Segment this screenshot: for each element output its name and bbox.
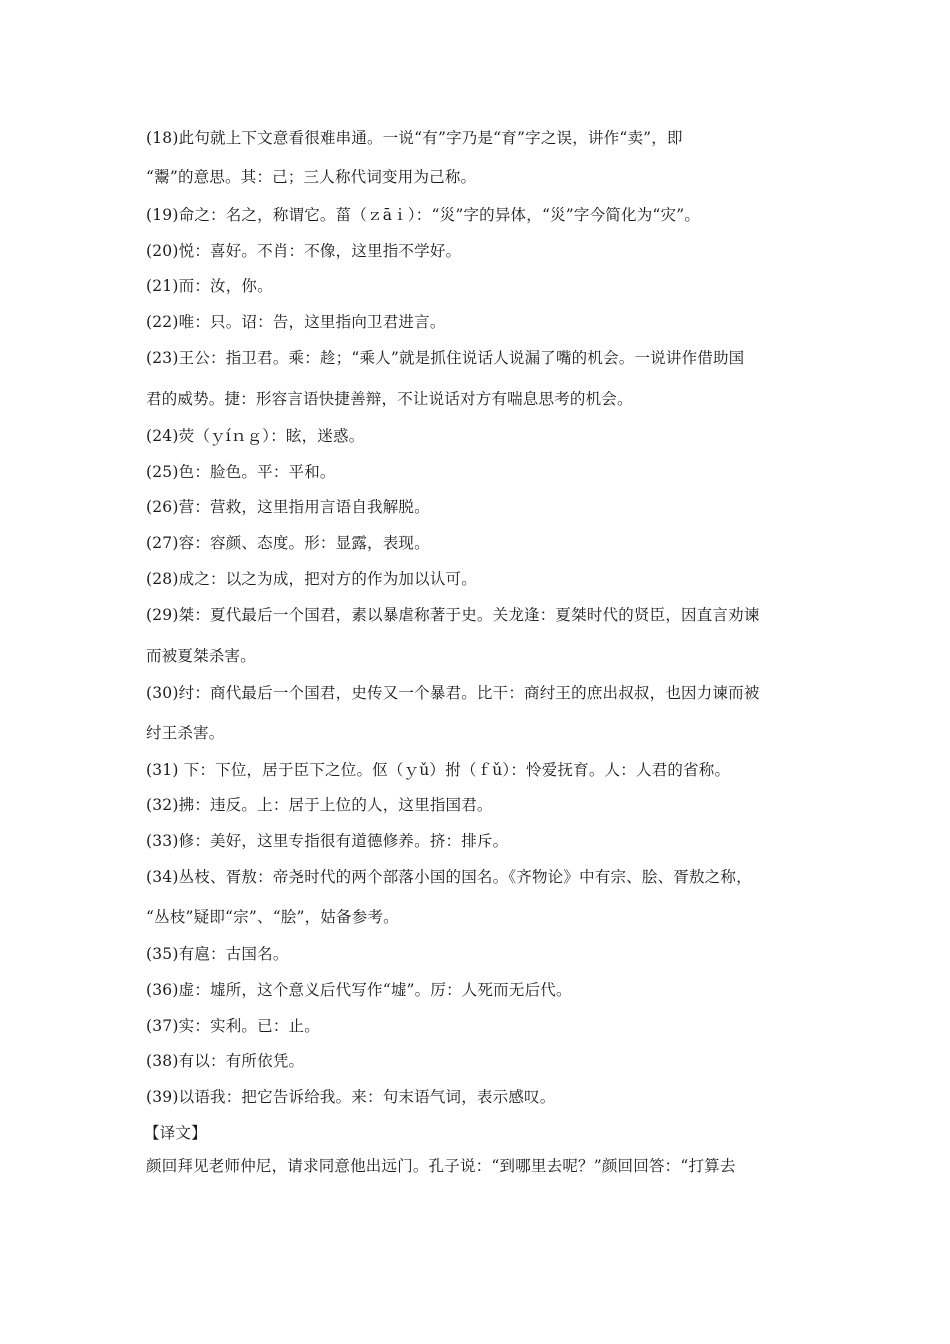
note-33: (33)修：美好，这里专指很有道德修养。挤：排斥。 [146, 832, 509, 850]
note-27: (27)容：容颜、态度。形：显露，表现。 [146, 534, 430, 552]
note-39: (39)以语我：把它告诉给我。来：句末语气词，表示感叹。 [146, 1088, 556, 1106]
note-37: (37)实：实利。已：止。 [146, 1017, 320, 1035]
note-19: (19)命之：名之，称谓它。菑（ｚāｉ）：“災”字的异体，“災”字今简化为“灾”。 [146, 206, 701, 224]
note-22: (22)唯：只。诏：告，这里指向卫君进言。 [146, 313, 446, 331]
note-18-line-2: “鬻”的意思。其：己；三人称代词变用为己称。 [146, 168, 477, 186]
note-20: (20)悦：喜好。不肖：不像，这里指不学好。 [146, 242, 462, 260]
note-28: (28)成之：以之为成，把对方的作为加以认可。 [146, 570, 477, 588]
note-29-line-2: 而被夏桀杀害。 [146, 647, 256, 665]
note-34-line-1: (34)丛枝、胥敖：帝尧时代的两个部落小国的国名。《齐物论》中有宗、脍、胥敖之称， [146, 868, 752, 886]
note-35: (35)有扈：古国名。 [146, 945, 289, 963]
note-24: (24)荧（ｙíｎｇ）：眩，迷惑。 [146, 427, 365, 445]
note-38: (38)有以：有所依凭。 [146, 1052, 305, 1070]
note-25: (25)色：脸色。平：平和。 [146, 463, 336, 481]
note-21: (21)而：汝，你。 [146, 277, 273, 295]
translation-paragraph: 颜回拜见老师仲尼，请求同意他出远门。孔子说：“到哪里去呢？”颜回回答：“打算去 [146, 1157, 736, 1175]
note-31: (31) 下：下位，居于臣下之位。伛（ｙǔ）拊（ｆǔ）：怜爱抚育。人：人君的省称。 [146, 761, 731, 779]
note-23-line-1: (23)王公：指卫君。乘：趁；“乘人”就是抓住说话人说漏了嘴的机会。一说讲作借助国 [146, 349, 745, 367]
note-23-line-2: 君的威势。捷：形容言语快捷善辩，不让说话对方有喘息思考的机会。 [146, 390, 633, 408]
section-heading: 【译文】 [144, 1124, 207, 1142]
note-30-line-1: (30)纣：商代最后一个国君，史传又一个暴君。比干：商纣王的庶出叔叔，也因力谏而被 [146, 684, 760, 702]
note-18-line-1: (18)此句就上下文意看很难串通。一说“有”字乃是“育”字之误，讲作“卖”，即 [146, 129, 683, 147]
note-36: (36)虚：墟所，这个意义后代写作“墟”。厉：人死而无后代。 [146, 981, 572, 999]
note-29-line-1: (29)桀：夏代最后一个国君，素以暴虐称著于史。关龙逢：夏桀时代的贤臣，因直言劝谏 [146, 606, 760, 624]
note-30-line-2: 纣王杀害。 [146, 724, 225, 742]
note-32: (32)拂：违反。上：居于上位的人，这里指国君。 [146, 796, 493, 814]
note-26: (26)营：营救，这里指用言语自我解脱。 [146, 498, 430, 516]
note-34-line-2: “丛枝”疑即“宗”、“脍”，姑备参考。 [146, 908, 399, 926]
